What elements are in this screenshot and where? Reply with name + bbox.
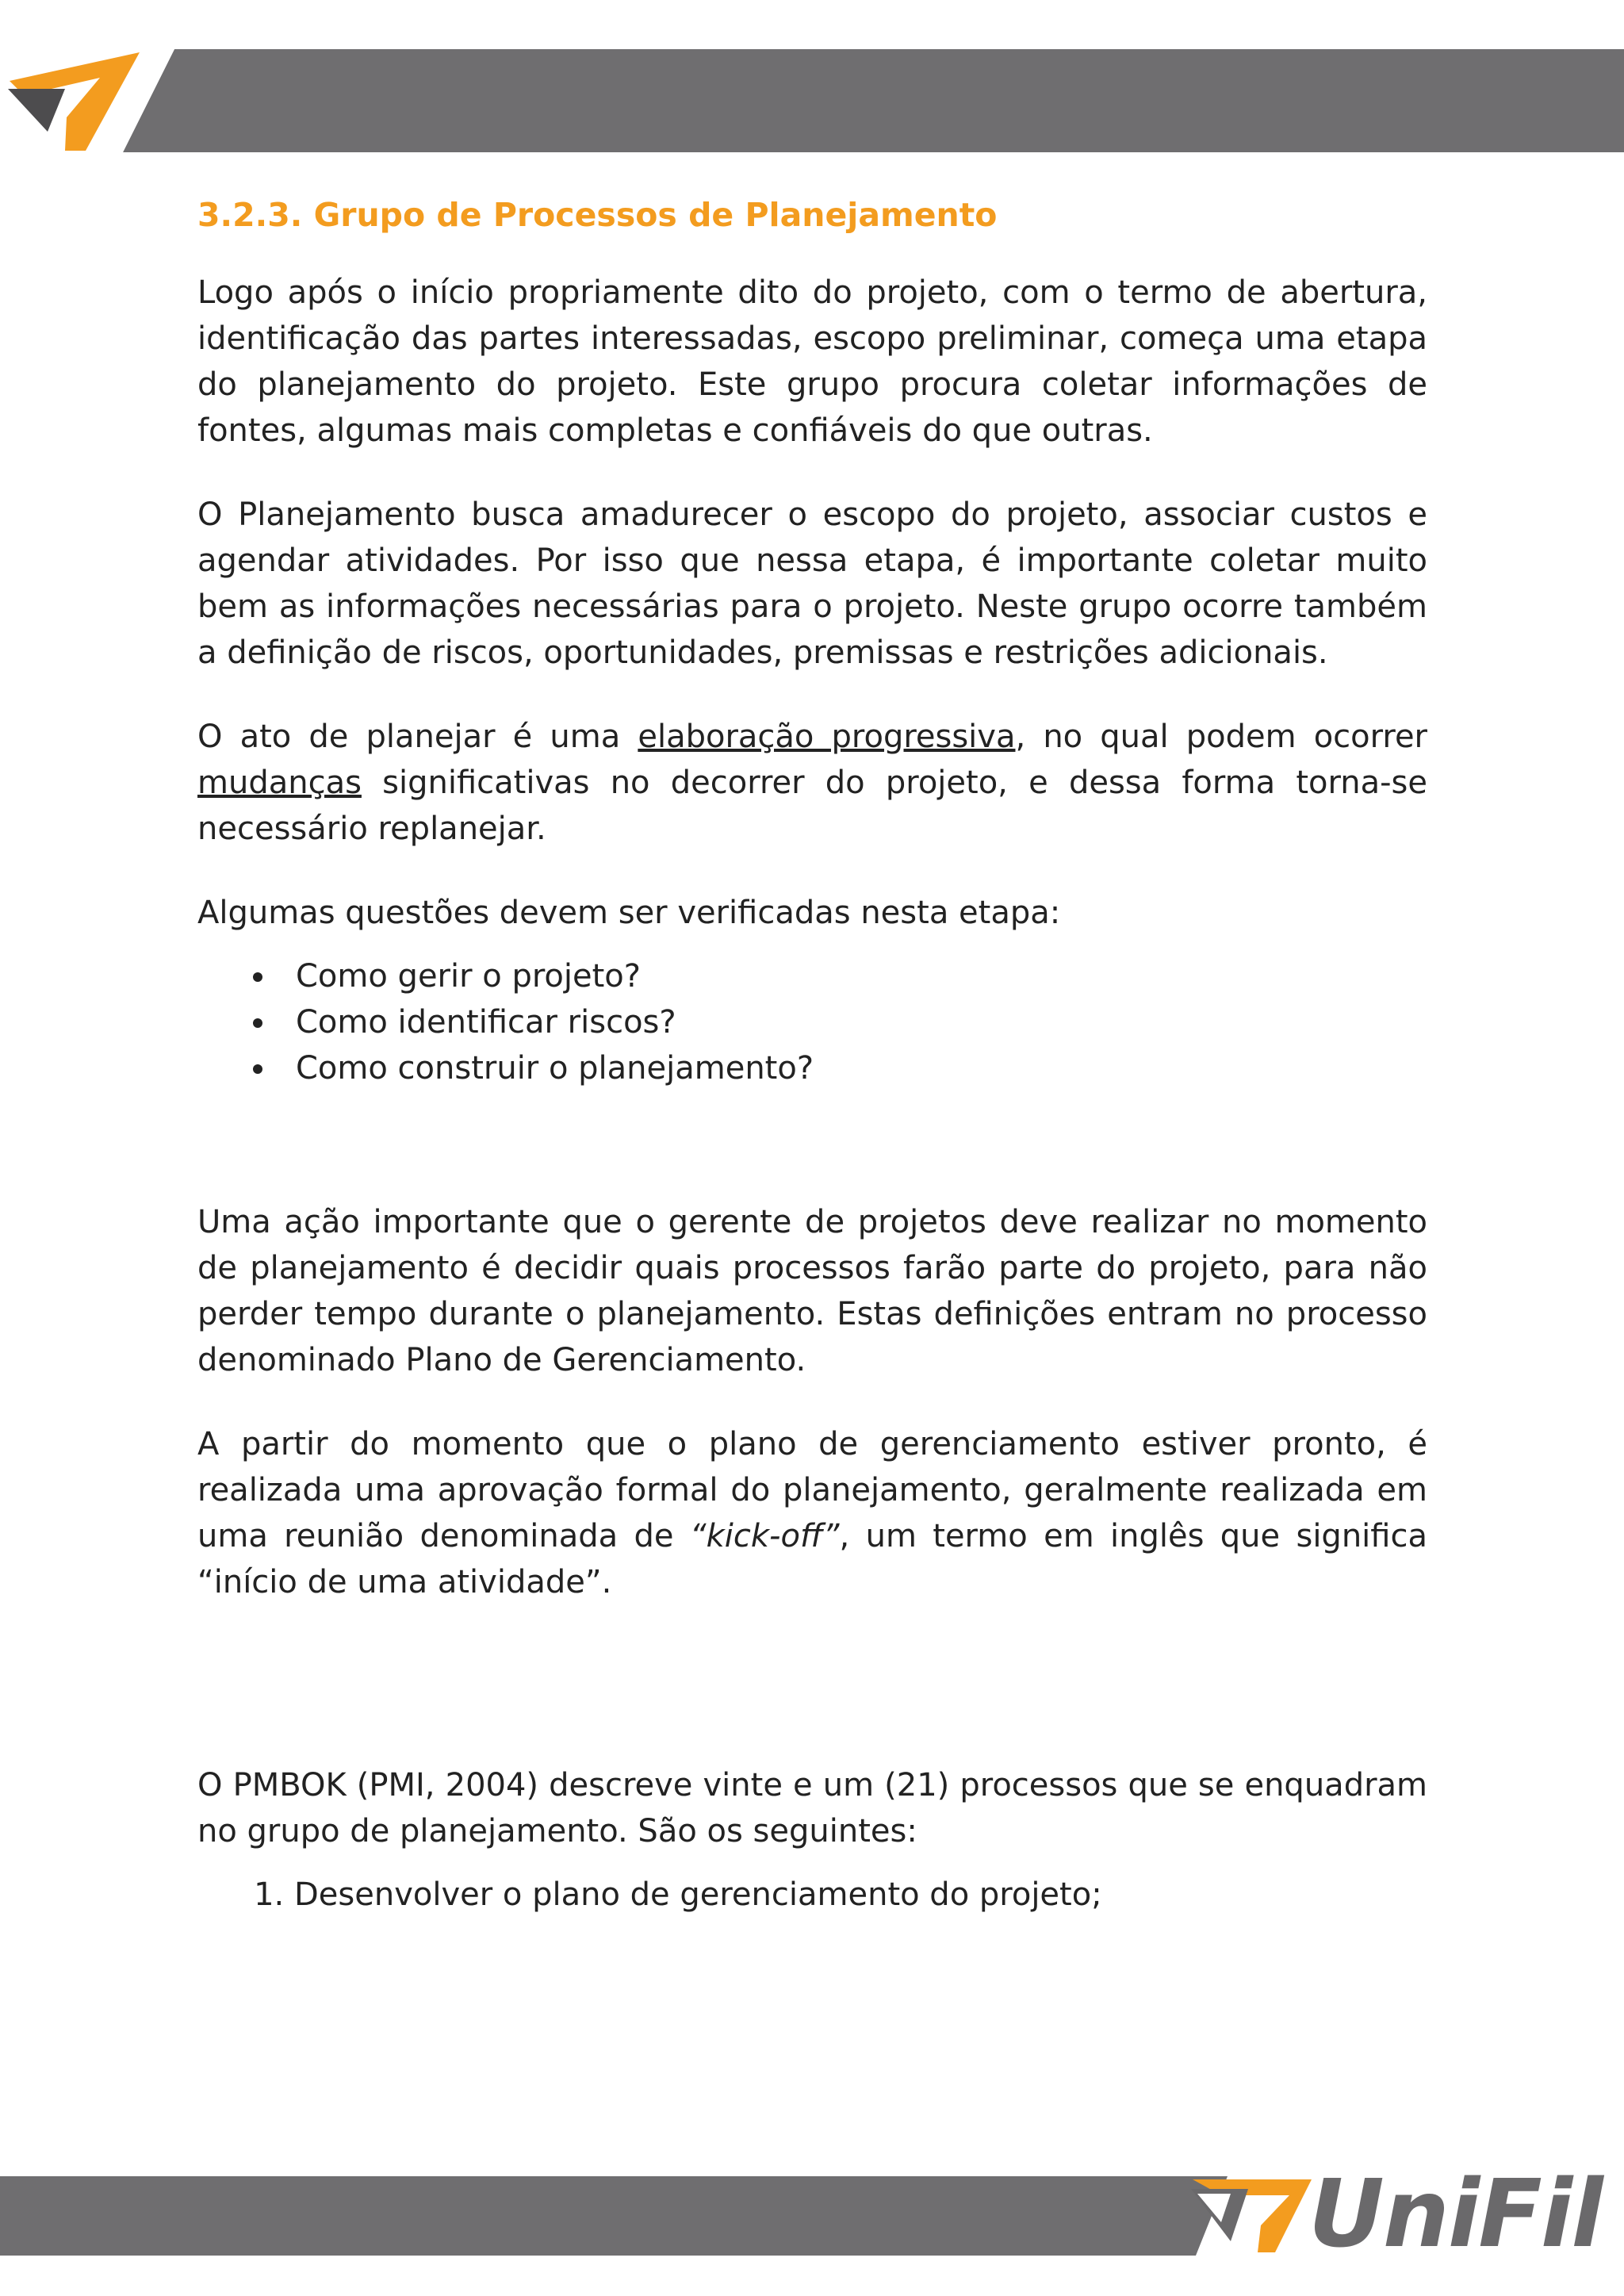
bullet-icon	[253, 1064, 262, 1074]
bullet-icon	[253, 1018, 262, 1028]
paragraph: A partir do momento que o plano de gerenciamento estiver pronto, é realizada uma aprovação formal do planejamento, geralmente realizada em uma reunião denominada de “kick-off”, um termo em inglês que significa “início de uma atividade”.	[197, 1426, 1427, 1600]
section-title: 3.2.3. Grupo de Processos de Planejamento	[197, 196, 998, 234]
italic-term: “kick-off”	[689, 1518, 840, 1554]
list-item: 1. Desenvolver o plano de gerenciamento do projeto;	[294, 1872, 1427, 1918]
paragraph: O PMBOK (PMI, 2004) descreve vinte e um (21) processos que se enquadram no grupo de planejamento. São os seguintes:	[197, 1767, 1427, 1849]
processes-list	[197, 1872, 1427, 1918]
paragraph: Uma ação importante que o gerente de projetos deve realizar no momento de planejamento é decidir quais processos farão parte do projeto, para não perder tempo durante o planejamento. Estas definições entram no processo denominado Plano de Gerenciamento.	[197, 1204, 1427, 1378]
paragraph: Algumas questões devem ser verificadas nesta etapa:	[197, 895, 1061, 931]
page-content	[197, 187, 1427, 1918]
list-item: Como construir o planejamento?	[245, 1045, 1427, 1091]
underlined-term: elaboração progressiva	[638, 719, 1016, 755]
paragraph: O ato de planejar é uma elaboração progressiva, no qual podem ocorrer mudanças significativas no decorrer do projeto, e dessa forma torna-se necessário replanejar.	[197, 719, 1427, 847]
spacer	[197, 1643, 1427, 1762]
list-item: Como identificar riscos?	[245, 999, 1427, 1045]
paragraph: O Planejamento busca amadurecer o escopo do projeto, associar custos e agendar atividades. Por isso que nessa etapa, é importante coletar muito bem as informações necessárias para o projeto. Neste grupo ocorre também a definição de riscos, oportunidades, premissas e restrições adicionais.	[197, 496, 1427, 671]
brand-wordmark: UniFil	[1308, 2159, 1602, 2268]
header-bar	[0, 49, 1624, 152]
underlined-term: mudanças	[197, 765, 362, 801]
questions-list	[197, 953, 1427, 1091]
bullet-icon	[253, 972, 262, 982]
unifil-logo-icon	[0, 49, 182, 152]
spacer	[197, 1091, 1427, 1199]
paragraph: Logo após o início propriamente dito do projeto, com o termo de abertura, identificação das partes interessadas, escopo preliminar, começa uma etapa do planejamento do projeto. Este grupo procura coletar informações de fontes, algumas mais completas e confiáveis do que outras.	[197, 274, 1427, 449]
list-item: Como gerir o projeto?	[245, 953, 1427, 999]
